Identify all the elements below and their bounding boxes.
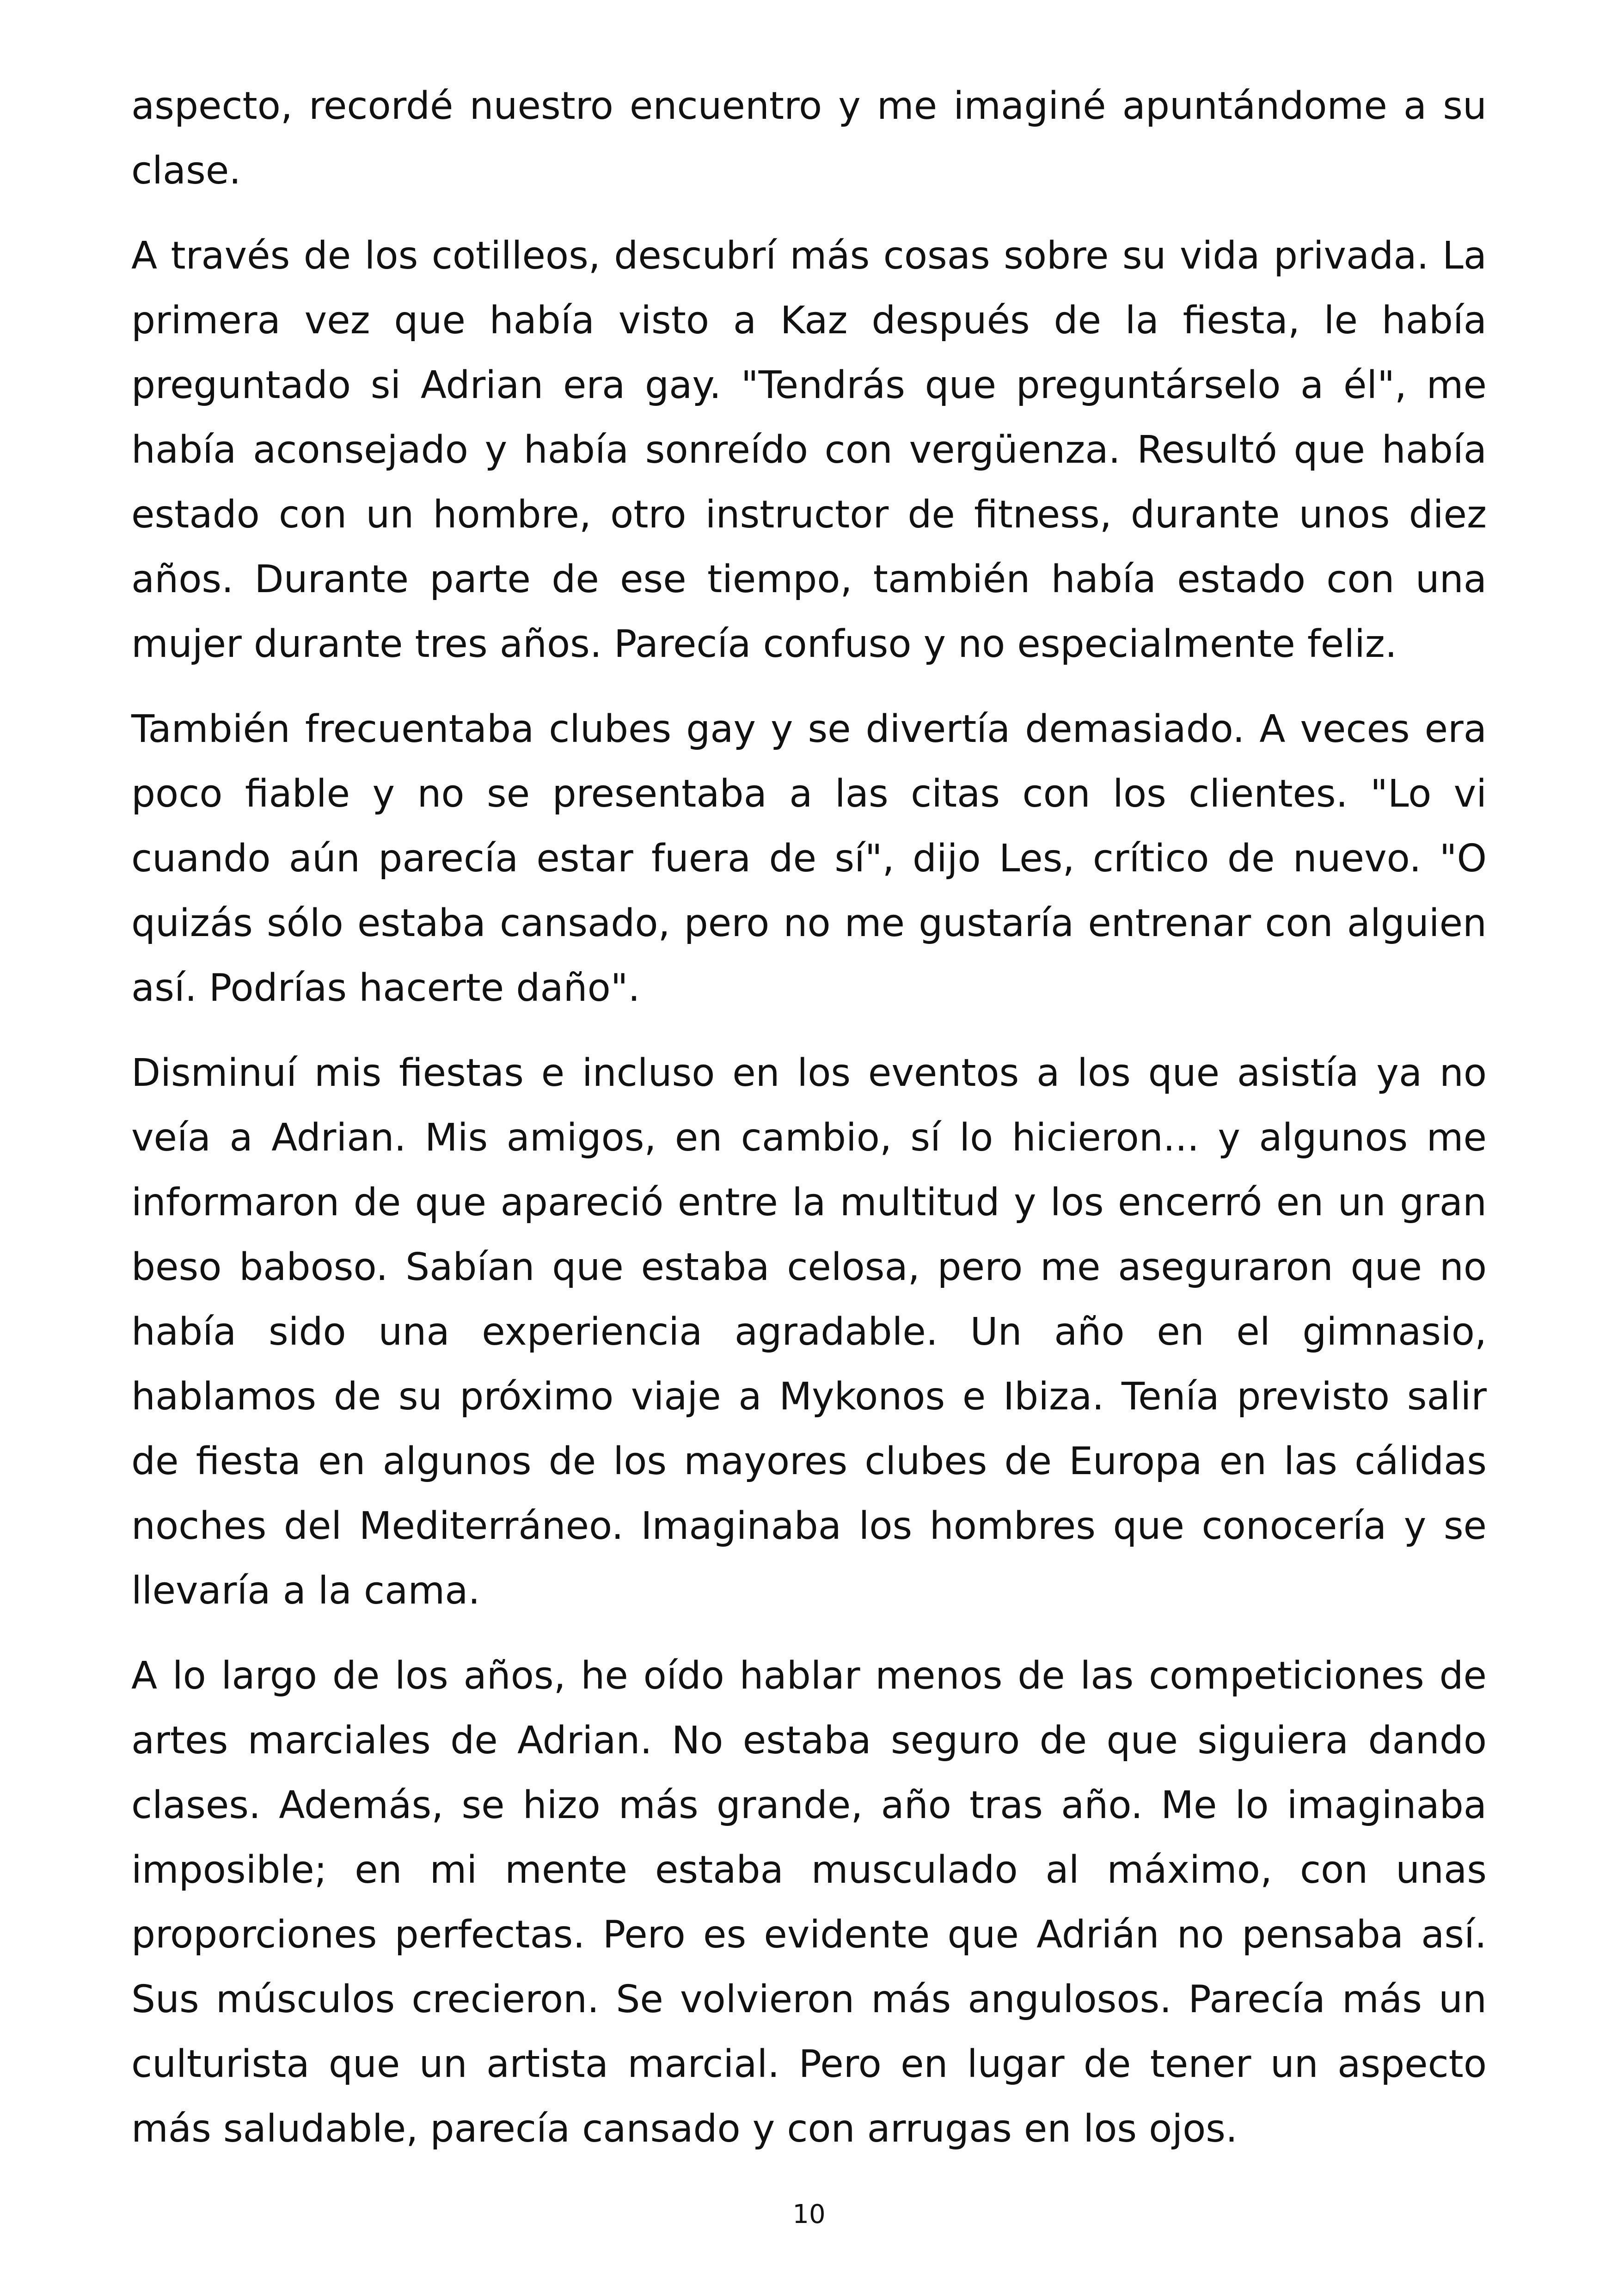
paragraph: Disminuí mis fiestas e incluso en los eventos a los que asistía ya no veía a Adrian. Mis amigos, en cambio, sí lo hicieron... y algunos me informaron de que apareció entre la multitud y los encerró en un gran beso baboso. Sabían que estaba celosa, pero me aseguraron que no había sido una experiencia agradable. Un año en el gimnasio, hablamos de su próximo viaje a Mykonos e Ibiza. Tenía previsto salir de fiesta en algunos de los mayores clubes de Europa en las cálidas noches del Mediterráneo. Imaginaba los hombres que conocería y se llevaría a la cama. bbox=[131, 1051, 1487, 1613]
paragraph: También frecuentaba clubes gay y se divertía demasiado. A veces era poco fiable y no se presentaba a las citas con los clientes. "Lo vi cuando aún parecía estar fuera de sí", dijo Les, crítico de nuevo. "O quizás sólo estaba cansado, pero no me gustaría entrenar con alguien así. Podrías hacerte daño". bbox=[131, 707, 1487, 1010]
page-number: 10 bbox=[792, 2199, 826, 2229]
body-text bbox=[131, 74, 1487, 2182]
paragraph: aspecto, recordé nuestro encuentro y me imaginé apuntándome a su clase. bbox=[131, 84, 1487, 193]
paragraph: A través de los cotilleos, descubrí más cosas sobre su vida privada. La primera vez que había visto a Kaz después de la fiesta, le había preguntado si Adrian era gay. "Tendrás que preguntárselo a él", me había aconsejado y había sonreído con vergüenza. Resultó que había estado con un hombre, otro instructor de fitness, durante unos diez años. Durante parte de ese tiempo, también había estado con una mujer durante tres años. Parecía confuso y no especialmente feliz. bbox=[131, 234, 1487, 666]
paragraph: A lo largo de los años, he oído hablar menos de las competiciones de artes marciales de Adrian. No estaba seguro de que siguiera dando clases. Además, se hizo más grande, año tras año. Me lo imaginaba imposible; en mi mente estaba musculado al máximo, con unas proporciones perfectas. Pero es evidente que Adrián no pensaba así. Sus músculos crecieron. Se volvieron más angulosos. Parecía más un culturista que un artista marcial. Pero en lugar de tener un aspecto más saludable, parecía cansado y con arrugas en los ojos. bbox=[131, 1654, 1487, 2151]
